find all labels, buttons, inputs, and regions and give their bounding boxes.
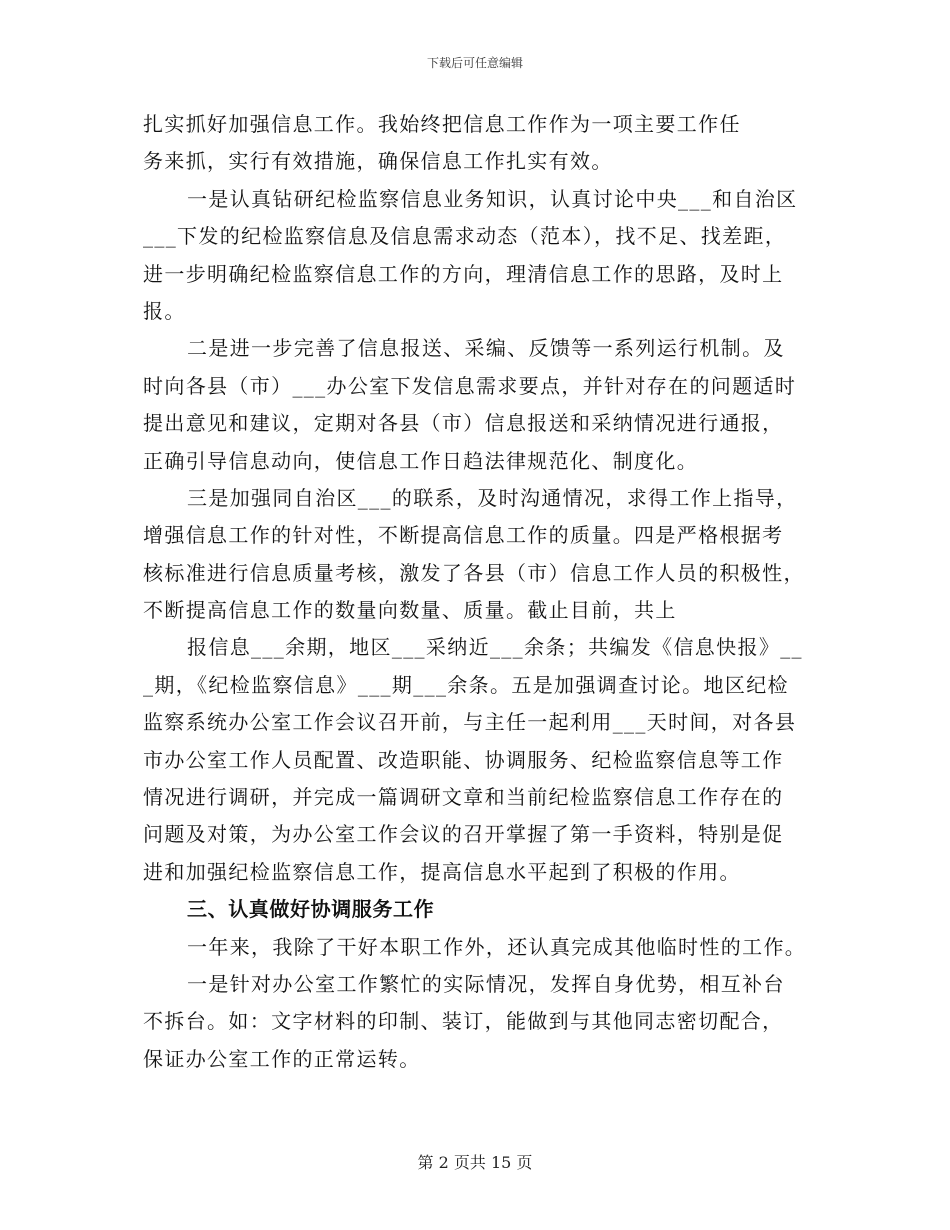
paragraph-line: 进一步明确纪检监察信息工作的方向，理清信息工作的思路，及时上 xyxy=(143,261,784,286)
paragraph-line: 二是进一步完善了信息报送、采编、反馈等一系列运行机制。及 xyxy=(187,336,785,361)
paragraph-line: 报。 xyxy=(143,298,186,323)
paragraph-line: 一是针对办公室工作繁忙的实际情况，发挥自身优势，相互补台 xyxy=(187,971,785,996)
section-heading: 三、认真做好协调服务工作 xyxy=(187,897,435,922)
paragraph-line: 情况进行调研，并完成一篇调研文章和当前纪检监察信息工作存在的 xyxy=(143,785,784,810)
paragraph-line: 不拆台。如：文字材料的印制、装订，能做到与其他同志密切配合， xyxy=(143,1009,784,1034)
paragraph-line: 三是加强同自治区___的联系，及时沟通情况，求得工作上指导， xyxy=(187,485,798,510)
paragraph-line: 问题及对策，为办公室工作会议的召开掌握了第一手资料，特别是促 xyxy=(143,822,784,847)
paragraph-line: 不断提高信息工作的数量向数量、质量。截止目前，共上 xyxy=(143,598,677,623)
page-number: 第 2 页共 15 页 xyxy=(417,1153,533,1172)
paragraph-line: 核标准进行信息质量考核，激发了各县（市）信息工作人员的积极性， xyxy=(143,560,805,585)
paragraph-line: 务来抓，实行有效措施，确保信息工作扎实有效。 xyxy=(143,149,613,174)
paragraph-line: 保证办公室工作的正常运转。 xyxy=(143,1046,421,1071)
paragraph-line: 报信息___余期，地区___采纳近___余条；共编发《信息快报》__ xyxy=(187,635,803,660)
paragraph-line: 正确引导信息动向，使信息工作日趋法律规范化、制度化。 xyxy=(143,448,699,473)
page-header: 下载后可任意编辑 xyxy=(426,56,523,70)
document-body xyxy=(143,106,813,1078)
paragraph-line: 一是认真钻研纪检监察信息业务知识，认真讨论中央___和自治区 xyxy=(187,186,798,211)
paragraph-line: 进和加强纪检监察信息工作，提高信息水平起到了积极的作用。 xyxy=(143,859,741,884)
paragraph-line: _期，《纪检监察信息》___期___余条。五是加强调查讨论。地区纪检 xyxy=(143,672,789,697)
paragraph-line: 提出意见和建议，定期对各县（市）信息报送和采纳情况进行通报， xyxy=(143,411,784,436)
paragraph-line: 扎实抓好加强信息工作。我始终把信息工作作为一项主要工作任 xyxy=(143,112,741,136)
paragraph-line: 时向各县（市）___办公室下发信息需求要点，并针对存在的问题适时 xyxy=(143,373,797,398)
paragraph-line: ___下发的纪检监察信息及信息需求动态（范本），找不足、找差距， xyxy=(143,224,787,249)
paragraph-line: 市办公室工作人员配置、改造职能、协调服务、纪检监察信息等工作 xyxy=(143,747,784,772)
paragraph-line: 一年来，我除了干好本职工作外，还认真完成其他临时性的工作。 xyxy=(187,934,807,959)
paragraph-line: 监察系统办公室工作会议召开前，与主任一起利用___天时间，对各县 xyxy=(143,710,797,735)
paragraph-line: 增强信息工作的针对性，不断提高信息工作的质量。四是严格根据考 xyxy=(143,523,784,548)
